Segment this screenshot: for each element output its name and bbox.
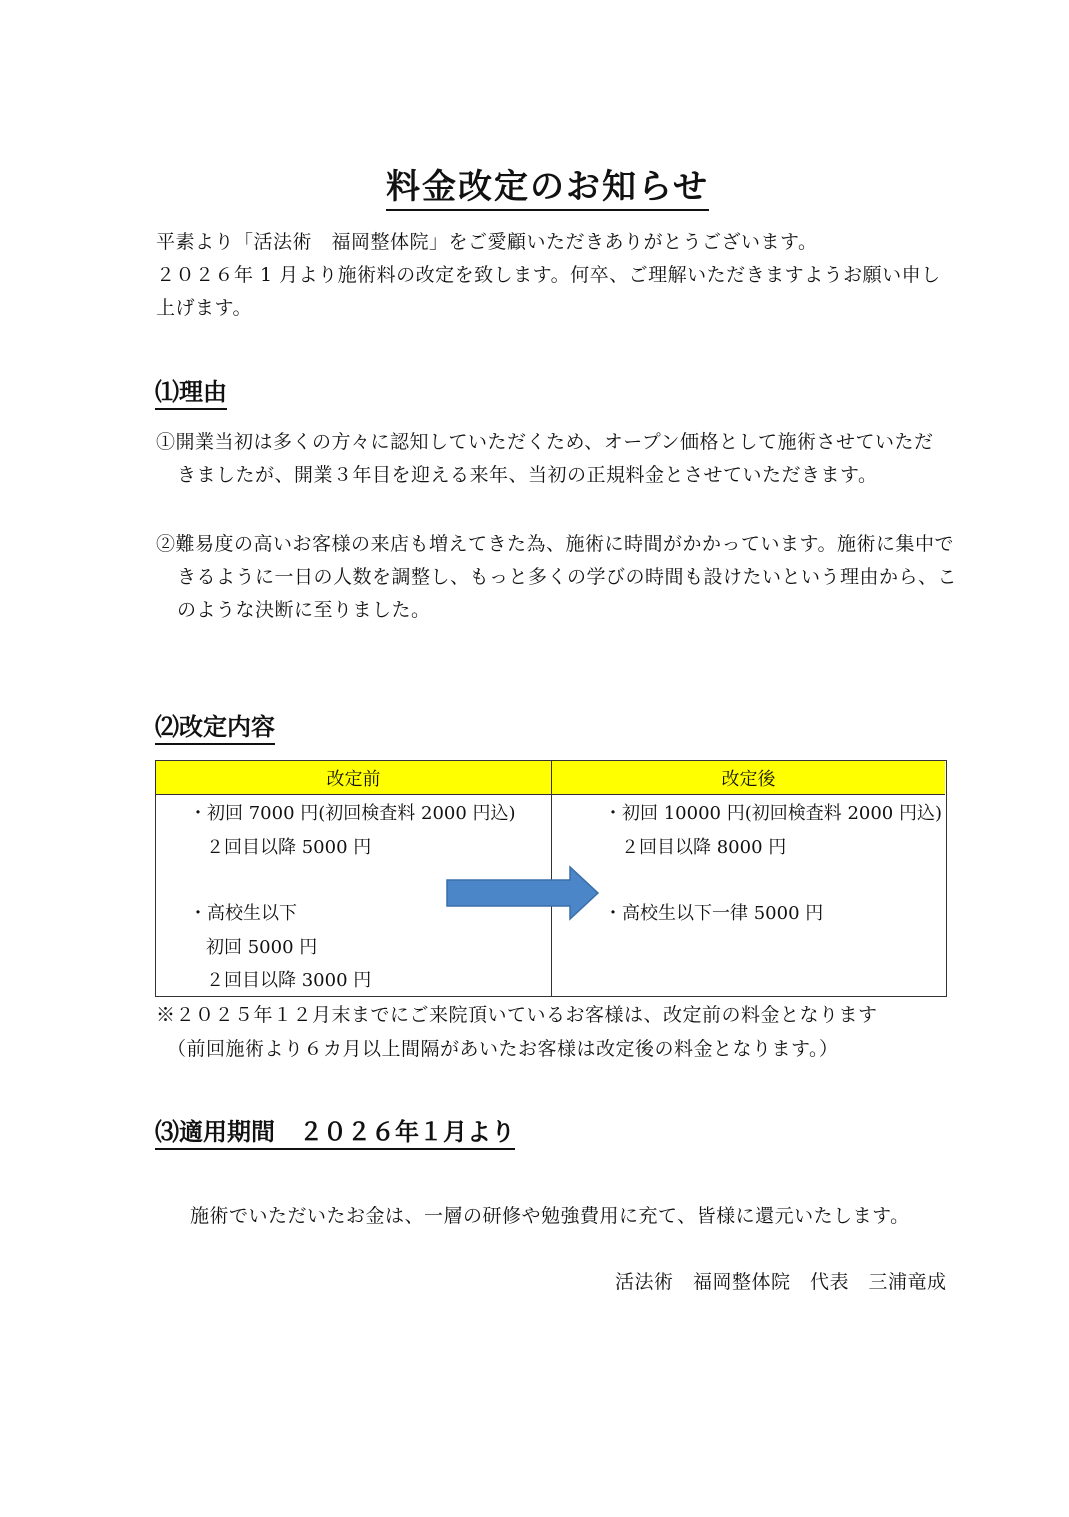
before-first-visit: ・初回 7000 円(初回検査料 2000 円込) <box>189 803 516 824</box>
note-line-2: （前回施術より６カ月以上間隔があいたお客様は改定後の料金となります。） <box>167 1038 839 1060</box>
reason-2-line-1: ②難易度の高いお客様の来店も増えてきた為、施術に時間がかかっています。施術に集中で <box>156 533 954 555</box>
intro-line-2: ２０２６年 1 月より施術料の改定を致します。何卒、ご理解いただきますようお願い申し <box>156 264 941 286</box>
reason-1-line-2: きましたが、開業３年目を迎える来年、当初の正規料金とさせていただきます。 <box>177 464 878 486</box>
before-student-label: ・高校生以下 <box>189 903 297 924</box>
section-2-heading: ⑵改定内容 <box>155 715 275 745</box>
intro-line-1: 平素より「活法術 福岡整体院」をご愛顧いただきありがとうございます。 <box>156 231 818 253</box>
page-title: 料金改定のお知らせ <box>386 170 709 211</box>
table-header-after: 改定後 <box>552 761 945 795</box>
section-3-heading: ⑶適用期間 ２０２６年１月より <box>155 1120 515 1150</box>
signature: 活法術 福岡整体院 代表 三浦竜成 <box>615 1271 947 1293</box>
after-first-visit: ・初回 10000 円(初回検査料 2000 円込) <box>604 803 942 824</box>
reason-1-line-1: ①開業当初は多くの方々に認知していただくため、オープン価格として施術させていただ <box>156 431 934 453</box>
reason-2-line-3: のような決断に至りました。 <box>177 599 431 621</box>
table-header-before: 改定前 <box>156 761 552 795</box>
after-student-flat: ・高校生以下一律 5000 円 <box>604 903 824 924</box>
before-student-repeat: ２回目以降 3000 円 <box>206 970 372 991</box>
section-1-heading: ⑴理由 <box>155 380 227 410</box>
before-student-first: 初回 5000 円 <box>206 937 318 958</box>
right-arrow-icon <box>446 865 601 921</box>
fee-comparison-table <box>155 760 947 997</box>
reason-2-line-2: きるように一日の人数を調整し、もっと多くの学びの時間も設けたいという理由から、こ <box>177 566 958 588</box>
closing-text: 施術でいただいたお金は、一層の研修や勉強費用に充て、皆様に還元いたします。 <box>190 1205 910 1227</box>
before-repeat-visit: ２回目以降 5000 円 <box>206 837 372 858</box>
intro-line-3: 上げます。 <box>156 297 252 319</box>
note-line-1: ※２０２５年１２月末までにご来院頂いているお客様は、改定前の料金となります <box>156 1004 878 1026</box>
after-repeat-visit: ２回目以降 8000 円 <box>621 837 787 858</box>
